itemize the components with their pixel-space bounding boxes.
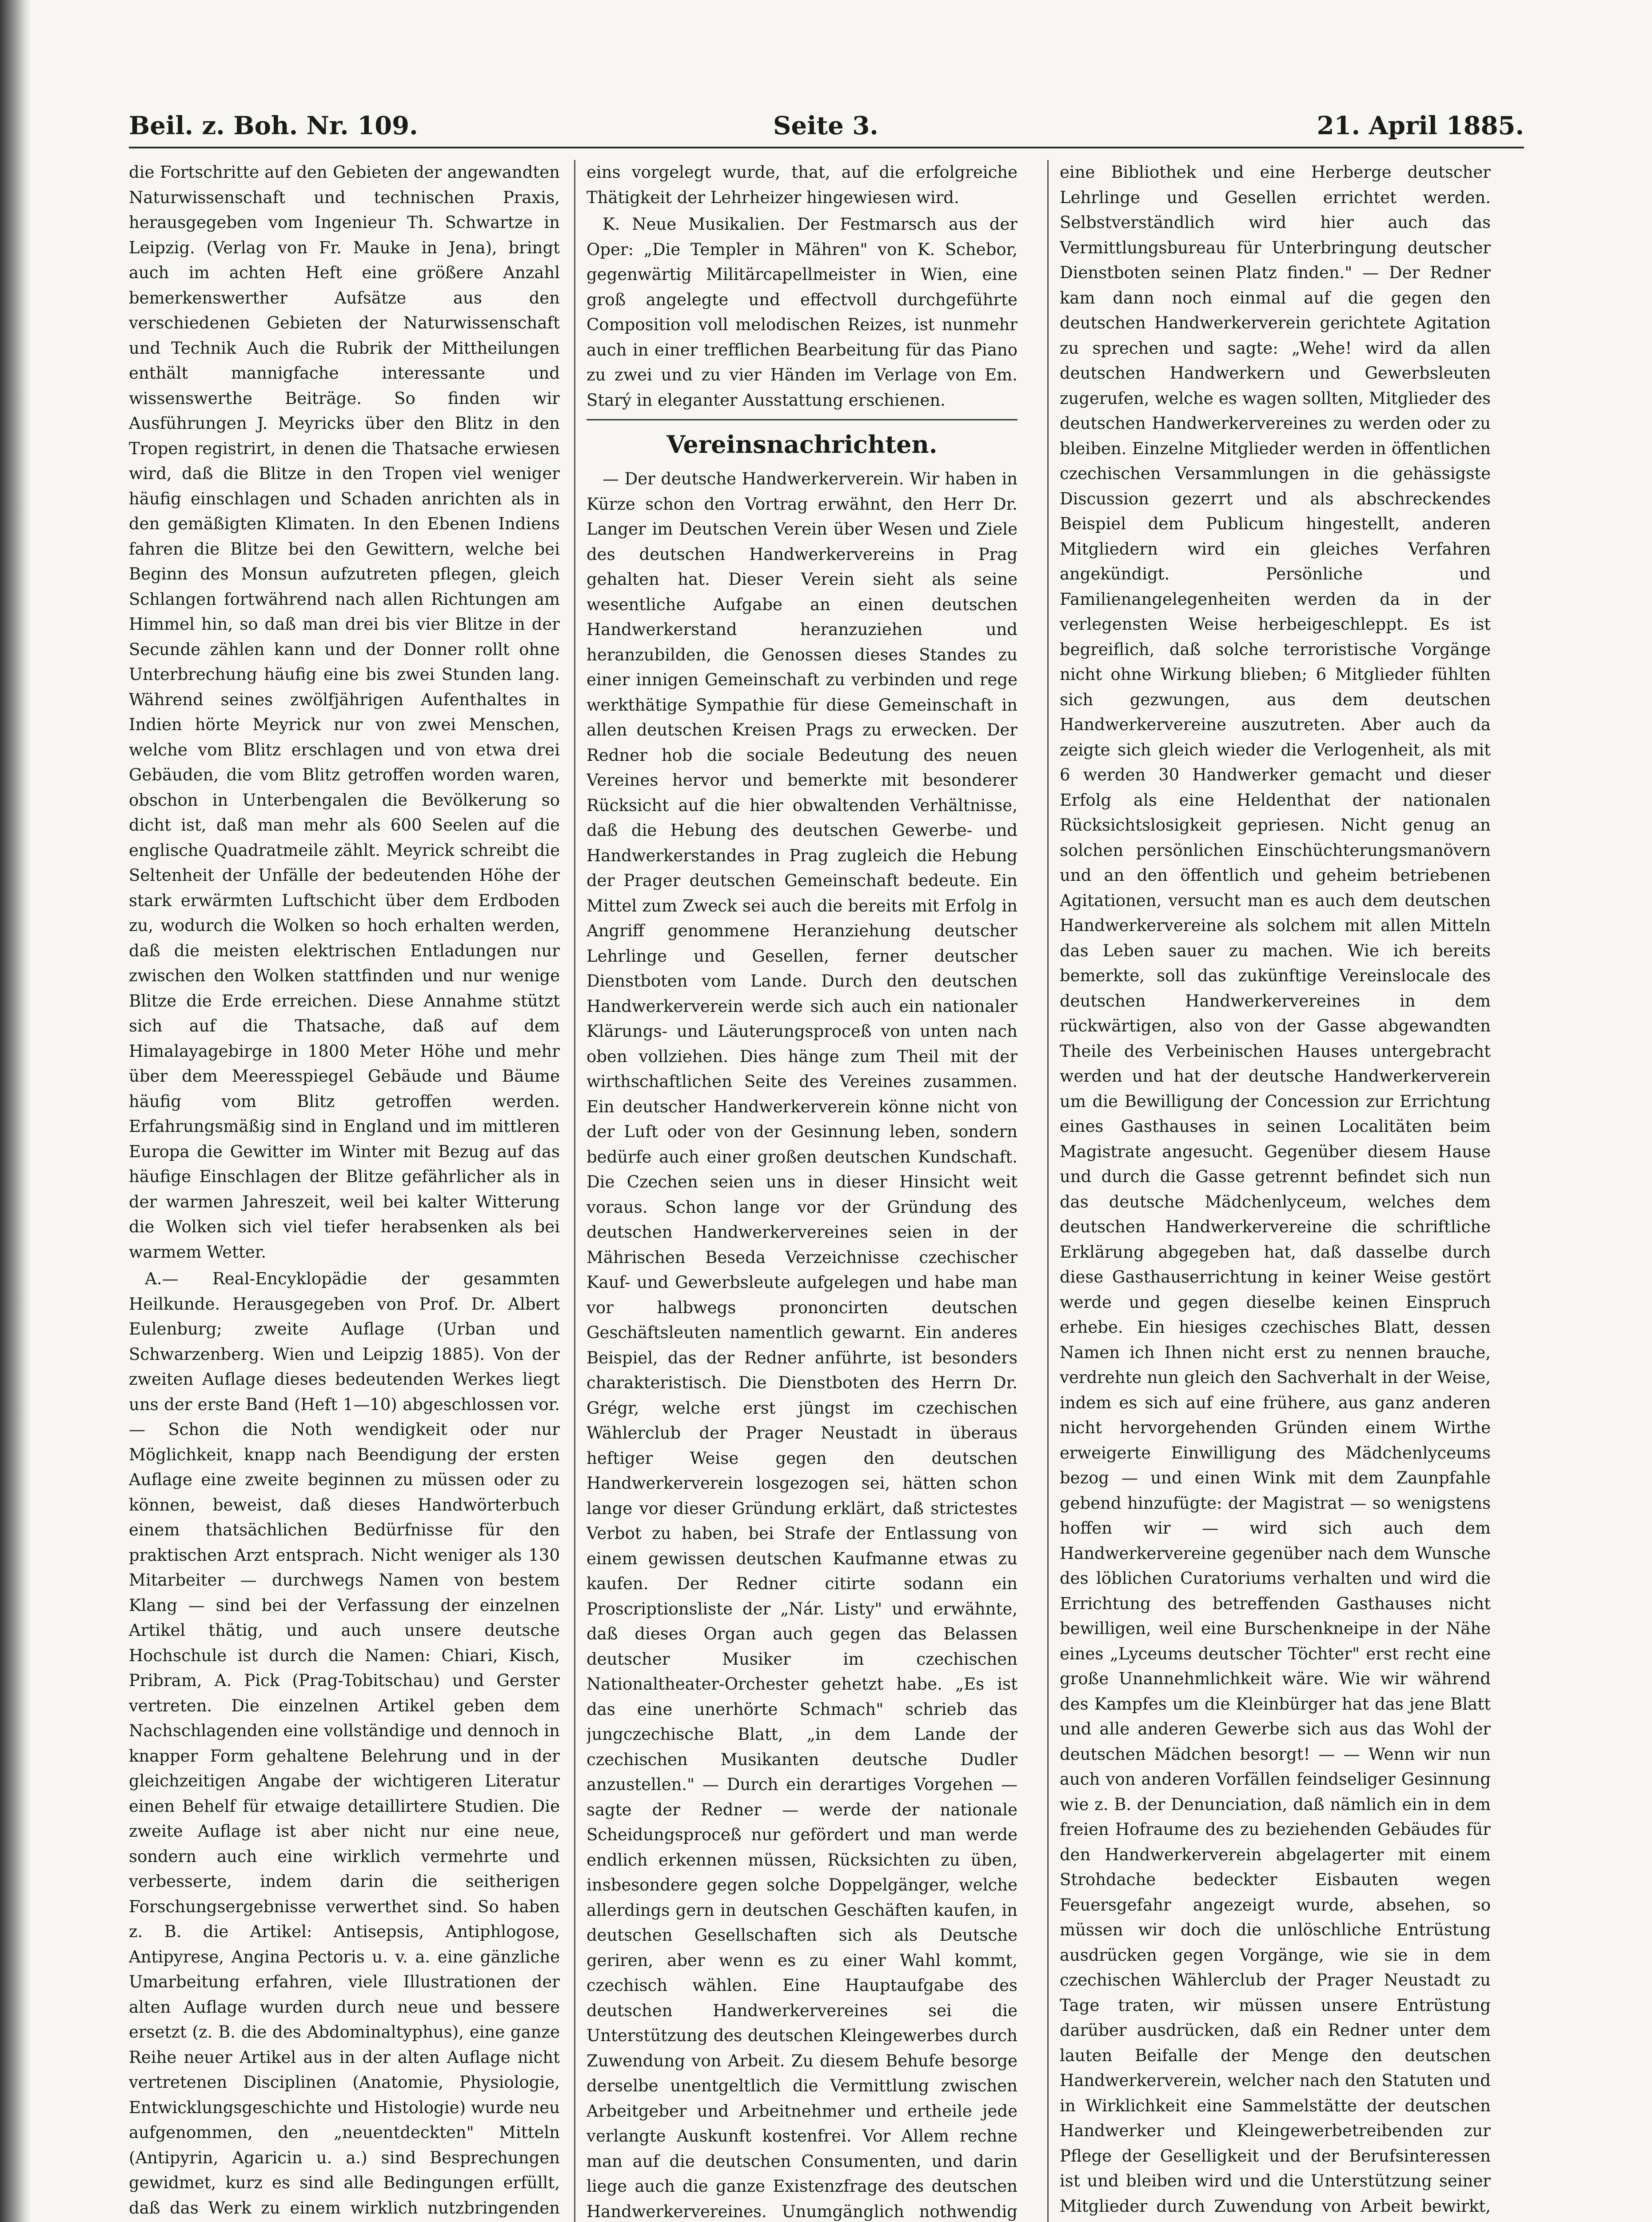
column-divider-1: [574, 160, 575, 2222]
header-page-number: Seite 3.: [773, 111, 878, 140]
column-2: [587, 160, 1018, 2222]
article-paragraph: die Fortschritte auf den Gebieten der angewandten Naturwissenschaft und technischen Praxis, herausgegeben vom Ingenieur Th. Schwartze in Leipzig. (Verlag von Fr. Mauke in Jena), bringt auch im achten Heft eine größere Anzahl bemerkenswerther Aufsätze aus den verschiedenen Gebieten der Naturwissenschaft und Technik Auch die Rubrik der Mittheilungen enthält mannigfache interessante und wissenswerthe Beiträge. So finden wir Ausführungen J. Meyricks über den Blitz in den Tropen registrirt, in denen die Thatsache erwiesen wird, daß die Blitze in den Tropen viel weniger häufig einschlagen und Schaden anrichten als in den gemäßigten Klimaten. In den Ebenen Indiens fahren die Blitze bei den Gewittern, welche bei Beginn des Monsun aufzutreten pflegen, gleich Schlangen fortwährend nach allen Richtungen am Himmel hin, so daß man drei bis vier Blitze in der Secunde zählen kann und der Donner rollt ohne Unterbrechung häufig eine bis zwei Stunden lang. Während seines zwölfjährigen Aufenthaltes in Indien hörte Meyrick nur von zwei Menschen, welche vom Blitz erschlagen und von etwa drei Gebäuden, die vom Blitz getroffen worden waren, obschon in Unterbengalen die Bevölkerung so dicht ist, daß man mehr als 600 Seelen auf die englische Quadratmeile zählt. Meyrick schreibt die Seltenheit der Unfälle der bedeutenden Höhe der stark erwärmten Luftschicht über dem Erdboden zu, wodurch die Wolken so hoch erhalten werden, daß die meisten elektrischen Entladungen nur zwischen den Wolken stattfinden und nur wenige Blitze die Erde erreichen. Diese Annahme stützt sich auf die Thatsache, daß auf dem Himalayagebirge in 1800 Meter Höhe und mehr über dem Meeresspiegel Gebäude und Bäume häufig vom Blitz getroffen werden. Erfahrungsmäßig sind in England und im mittleren Europa die Gewitter im Winter mit Bezug auf das häufige Einschlagen der Blitze gefährlicher als in der warmen Jahreszeit, weil bei kalter Witterung die Wolken sich viel tiefer herabsenken als bei warmem Wetter.: [129, 163, 560, 1262]
article-paragraph: eins vorgelegt wurde, that, auf die erfolgreiche Thätigkeit der Lehrheizer hingewiesen wird.: [587, 163, 1018, 207]
column-1: [129, 160, 560, 2222]
column-divider-2: [1047, 160, 1049, 2222]
article-paragraph: A.— Real-Encyklopädie der gesammten Heilkunde. Herausgegeben von Prof. Dr. Albert Eulenburg; zweite Auflage (Urban und Schwarzenberg. Wien und Leipzig 1885). Von der zweiten Auflage dieses bedeutenden Werkes liegt uns der erste Band (Heft 1—10) abgeschlossen vor. — Schon die Noth wendigkeit oder nur Möglichkeit, knapp nach Beendigung der ersten Auflage eine zweite beginnen zu müssen oder zu können, beweist, daß dieses Handwörterbuch einem thatsächlichen Bedürfnisse für den praktischen Arzt entsprach. Nicht weniger als 130 Mitarbeiter — durchwegs Namen von bestem Klang — sind bei der Verfassung der einzelnen Artikel thätig, und auch unsere deutsche Hochschule ist durch die Namen: Chiari, Kisch, Pribram, A. Pick (Prag-Tobitschau) und Gerster vertreten. Die einzelnen Artikel geben dem Nachschlagenden eine vollständige und dennoch in knapper Form gehaltene Belehrung und in der gleichzeitigen Angabe der wichtigeren Literatur einen Behelf für etwaige detaillirtere Studien. Die zweite Auflage ist aber nicht nur eine neue, sondern auch eine wirklich vermehrte und verbesserte, indem darin die seitherigen Forschungsergebnisse verwerthet sind. So haben z. B. die Artikel: Antisepsis, Antiphlogose, Antipyrese, Angina Pectoris u. v. a. eine gänzliche Umarbeitung erfahren, viele Illustrationen der alten Auflage wurden durch neue und bessere ersetzt (z. B. die des Abdominaltyphus), eine ganze Reihe neuer Artikel aus in der alten Auflage nicht vertretenen Disciplinen (Anatomie, Physiologie, Entwicklungsgeschichte und Histologie) wurde neu aufgenommen, den „neuentdeckten" Mitteln (Antipyrin, Agaricin u. a.) sind Besprechungen gewidmet, kurz es sind alle Bedingungen erfüllt, daß das Werk zu einem wirklich nutzbringenden: [129, 1269, 560, 2218]
article-paragraph: — Der deutsche Handwerkerverein. Wir haben in Kürze schon den Vortrag erwähnt, den Herr Dr. Langer im Deutschen Verein über Wesen und Ziele des deutschen Handwerkervereins in Prag gehalten hat. Dieser Verein sieht als seine wesentliche Aufgabe an einen deutschen Handwerkerstand heranzuziehen und heranzubilden, die Genossen dieses Standes zu einer innigen Gemeinschaft zu verbinden und rege werkthätige Sympathie für diese Gemeinschaft in allen deutschen Kreisen Prags zu erwecken. Der Redner hob die sociale Bedeutung des neuen Vereines hervor und bemerkte mit besonderer Rücksicht auf die hier obwaltenden Verhältnisse, daß die Hebung des deutschen Gewerbe- und Handwerkerstandes in Prag zugleich die Hebung der Prager deutschen Gemeinschaft bedeute. Ein Mittel zum Zweck sei auch die bereits mit Erfolg in Angriff genommene Heranziehung deutscher Lehrlinge und Gesellen, ferner deutscher Dienstboten vom Lande. Durch den deutschen Handwerkerverein werde sich auch ein nationaler Klärungs- und Läuterungsproceß von unten nach oben vollziehen. Dies hänge zum Theil mit der wirthschaftlichen Seite des Vereines zusammen. Ein deutscher Handwerkerverein könne nicht von der Luft oder von der Gesinnung leben, sondern bedürfe auch einer großen deutschen Kundschaft. Die Czechen seien uns in dieser Hinsicht weit voraus. Schon lange vor der Gründung des deutschen Handwerkervereines seien in der Mährischen Beseda Verzeichnisse czechischer Kauf- und Gewerbsleute aufgelegen und habe man vor halbwegs prononcirten deutschen Geschäftsleuten namentlich gewarnt. Ein anderes Beispiel, das der Redner anführte, ist besonders charakteristisch. Die Dienstboten des Herrn Dr. Grégr, welche erst jüngst im czechischen Wählerclub der Prager Neustadt in überaus heftiger Weise gegen den deutschen Handwerkerverein losgezogen sei, hätten schon lange vor dieser Gründung erklärt, daß strictestes Verbot zu haben, bei Strafe der Entlassung von einem gewissen deutschen Kaufmanne etwas zu kaufen. Der Redner citirte sodann ein Proscriptionsliste der „Nár. Listy" und erwähnte, daß dieses Organ auch gegen das Belassen deutscher Musiker im czechischen Nationaltheater-Orchester gehetzt habe. „Es ist das eine unerhörte Schmach" schrieb das jungczechische Blatt, „in dem Lande der czechischen Musikanten deutsche Dudler anzustellen." — Durch ein derartiges Vorgehen — sagte der Redner — werde der nationale Scheidungsproceß nur gefördert und man werde endlich erkennen müssen, Rücksichten zu üben, insbesondere gegen solche Doppelgänger, welche allerdings gern in deutschen Geschäften kaufen, in deutschen Gesellschaften sich als Deutsche geriren, aber wenn es zu einer Wahl kommt, czechisch wählen. Eine Hauptaufgabe des deutschen Handwerkervereines sei die Unterstützung des deutschen Kleingewerbes durch Zuwendung von Arbeit. Zu diesem Behufe besorge derselbe unentgeltlich die Vermittlung zwischen Arbeitgeber und Arbeitnehmer und ertheile jede verlangte Auskunft kostenfrei. Vor Allem rechne man auf die deutschen Consumenten, und darin liege auch die ganze Existenzfrage des deutschen Handwerkervereines. Unumgänglich nothwendig: [587, 469, 1018, 2221]
page-header: [129, 111, 1524, 151]
column-3: [1060, 160, 1491, 2222]
page-binding-shadow: [0, 0, 31, 2222]
header-issue: Beil. z. Boh. Nr. 109.: [129, 111, 418, 140]
article-paragraph: K. Neue Musikalien. Der Festmarsch aus der Oper: „Die Templer in Mähren" von K. Schebor, gegenwärtig Militärcapellmeister in Wien, eine groß angelegte und effectvoll durchgeführte Composition voll melodischen Reizes, ist nunmehr auch in einer trefflichen Bearbeitung für das Piano zu zwei und zu vier Händen im Verlage von Em. Starý in eleganter Ausstattung erschienen.: [587, 215, 1018, 410]
section-heading: Vereinsnachrichten.: [666, 430, 938, 459]
article-paragraph: eine Bibliothek und eine Herberge deutscher Lehrlinge und Gesellen errichtet werden. Selbstverständlich wird hier auch das Vermittlungsbureau für Unterbringung deutscher Dienstboten seinen Platz finden." — Der Redner kam dann noch einmal auf die gegen den deutschen Handwerkerverein gerichtete Agitation zu sprechen und sagte: „Wehe! wird da allen deutschen Handwerkern und Gewerbsleuten zugerufen, welche es wagen sollten, Mitglieder des deutschen Handwerkervereines zu werden oder zu bleiben. Einzelne Mitglieder werden in öffentlichen czechischen Versammlungen in die gehässigste Discussion gezerrt und als abschreckendes Beispiel dem Publicum hingestellt, anderen Mitgliedern wird ein gleiches Verfahren angekündigt. Persönliche und Familienangelegenheiten werden da in der verlegensten Weise herbeigeschleppt. Es ist begreiflich, daß solche terroristische Vorgänge nicht ohne Wirkung blieben; 6 Mitglieder fühlten sich gezwungen, aus dem deutschen Handwerkervereine auszutreten. Aber auch da zeigte sich gleich wieder die Verlogenheit, als mit 6 werden 30 Handwerker gemacht und dieser Erfolg als eine Heldenthat der nationalen Rücksichtslosigkeit gepriesen. Nicht genug an solchen persönlichen Einschüchterungsmanövern und an den öffentlich und geheim betriebenen Agitationen, versucht man es auch dem deutschen Handwerkervereine als solchem mit allen Mitteln das Leben sauer zu machen. Wie ich bereits bemerkte, soll das zukünftige Vereinslocale des deutschen Handwerkervereines in dem rückwärtigen, also von der Gasse abgewandten Theile des Verbeinischen Hauses untergebracht werden und hat der deutsche Handwerkerverein um die Bewilligung der Concession zur Errichtung eines Gasthauses in seinen Localitäten beim Magistrate angesucht. Gegenüber diesem Hause und durch die Gasse getrennt befindet sich nun das deutsche Mädchenlyceum, welches dem deutschen Handwerkervereine die schriftliche Erklärung abgegeben hat, daß dasselbe durch diese Gasthauserrichtung in keiner Weise gestört werde und gegen dieselbe keinen Einspruch erhebe. Ein hiesiges czechisches Blatt, dessen Namen ich Ihnen nicht erst zu nennen brauche, verdrehte nun gleich den Sachverhalt in der Weise, indem es sich auf eine frühere, aus ganz anderen nicht hervorgehenden Gründen einem Wirthe erweigerte Einwilligung des Mädchenlyceums bezog — und einen Wink mit dem Zaunpfahle gebend hinzufügte: der Magistrat — so wenigstens hoffen wir — wird sich auch dem Handwerkervereine gegenüber nach dem Wunsche des löblichen Curatoriums verhalten und wird die Errichtung des betreffenden Gasthauses nicht bewilligen, weil eine Burschenkneipe in der Nähe eines „Lyceums deutscher Töchter" erst recht eine große Unannehmlichkeit wäre. Wie wir während des Kampfes um die Kleinbürger hat das jene Blatt und alle anderen Gewerbe sich aus das Wohl der deutschen Mädchen besorgt! — — Wenn wir nun auch von anderen Vorfällen feindseliger Gesinnung wie z. B. der Denunciation, daß nämlich ein in dem freien Hofraume des zu beziehenden Gebäudes für den Handwerkerverein abgelagerter mit einem Strohdache bedeckter Eisbauten wegen Feuersgefahr angezeigt wurde, absehen, so müssen wir doch die unlöschliche Entrüstung ausdrücken gegen Vorgänge, wie sie in dem czechischen Wählerclub der Prager Neustadt zu Tage traten, wir müssen unsere Entrüstung darüber ausdrücken, daß ein Redner unter dem lauten Beifalle der Menge den deutschen Handwerkerverein, welcher nach den Statuten und in Wirklichkeit eine Sammelstätte der deutschen Handwerker und Kleingewerbetreibenden zur Pflege der Geselligkeit und der Berufsinteressen ist und bleiben wird und die Unterstützung seiner Mitglieder durch Zuwendung von Arbeit bewirkt,: [1060, 163, 1491, 2216]
header-date: 21. April 1885.: [1317, 111, 1524, 140]
header-rule: [129, 147, 1524, 148]
section-rule: [587, 419, 1018, 420]
